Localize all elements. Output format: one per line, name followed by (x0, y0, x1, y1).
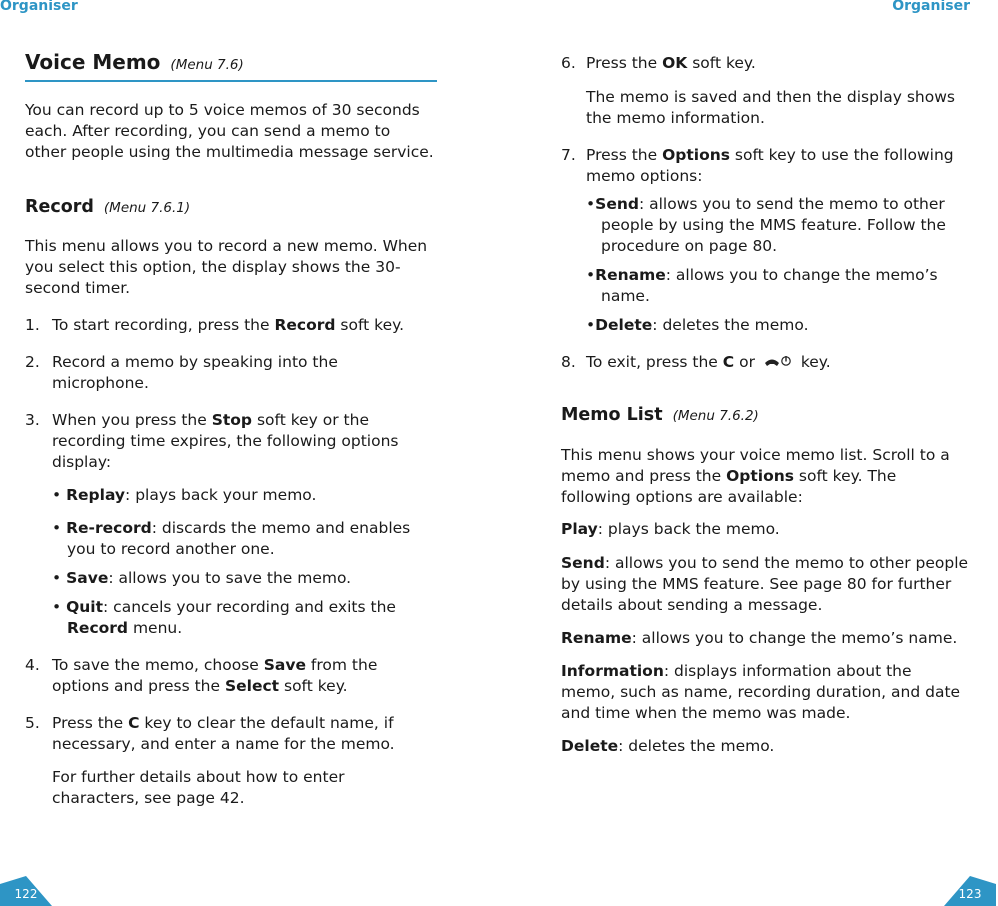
step-4-text: options and press the Select soft key. (52, 677, 348, 695)
step-number: 2. (25, 353, 40, 371)
running-header-right: Organiser (892, 0, 970, 14)
record-desc-line: second timer. (25, 279, 131, 297)
page-number: 123 (958, 887, 982, 901)
step-number: 6. (561, 54, 576, 72)
option-send-cont: details about sending a message. (561, 596, 823, 614)
record-desc-line: you select this option, the display shows the 30- (25, 258, 401, 276)
bullet-quit-cont: Record menu. (67, 619, 183, 637)
step-7-text: memo options: (586, 167, 703, 185)
bullet-send-cont: procedure on page 80. (601, 237, 778, 255)
intro-line: each. After recording, you can send a memo to (25, 122, 391, 140)
intro-line: You can record up to 5 voice memos of 30 seconds (25, 101, 420, 119)
subsection-title-memo-list: Memo List (Menu 7.6.2) (561, 405, 759, 425)
bullet-rename-cont: name. (601, 287, 650, 305)
running-header-left: Organiser (0, 0, 78, 14)
step-6-note: The memo is saved and then the display shows (586, 88, 955, 106)
step-2-text: Record a memo by speaking into the (52, 353, 338, 371)
step-3-text: recording time expires, the following options (52, 432, 399, 450)
note-text: characters, see page 42. (52, 789, 245, 807)
step-3-text: display: (52, 453, 112, 471)
step-5-text: Press the C key to clear the default name, if (52, 714, 394, 732)
bullet-re-record: • Re-record: discards the memo and enables (52, 519, 411, 537)
step-number: 1. (25, 316, 40, 334)
bullet-replay: • Replay: plays back your memo. (52, 486, 317, 504)
subsection-title-record: Record (Menu 7.6.1) (25, 197, 191, 217)
step-7-text: Press the Options soft key to use the following (586, 146, 954, 164)
bullet-delete: •Delete: deletes the memo. (586, 316, 809, 334)
option-send-cont: by using the MMS feature. See page 80 for further (561, 575, 952, 593)
step-8-text: To exit, press the C or key. (586, 352, 831, 376)
bullet-save: • Save: allows you to save the memo. (52, 569, 352, 587)
memo-list-desc: memo and press the Options soft key. The (561, 467, 897, 485)
note-text: For further details about how to enter (52, 768, 345, 786)
intro-line: other people using the multimedia message service. (25, 143, 434, 161)
title-underline (25, 80, 437, 82)
record-desc-line: This menu allows you to record a new memo. When (25, 237, 428, 255)
option-delete: Delete: deletes the memo. (561, 737, 775, 755)
option-information-cont: and time when the memo was made. (561, 704, 851, 722)
step-number: 8. (561, 353, 576, 371)
section-title-voice-memo: Voice Memo (Menu 7.6) (25, 50, 244, 74)
step-4-text: To save the memo, choose Save from the (52, 656, 378, 674)
option-send: Send: allows you to send the memo to other people (561, 554, 969, 572)
step-number: 7. (561, 146, 576, 164)
step-number: 4. (25, 656, 40, 674)
option-information: Information: displays information about the (561, 662, 912, 680)
bullet-quit: • Quit: cancels your recording and exits the (52, 598, 396, 616)
step-1-text: To start recording, press the Record soft key. (52, 316, 405, 334)
page-number: 122 (14, 887, 38, 901)
option-rename: Rename: allows you to change the memo’s name. (561, 629, 958, 647)
step-5-text: necessary, and enter a name for the memo. (52, 735, 395, 753)
page-number-tab-right (944, 876, 996, 906)
bullet-send-cont: people by using the MMS feature. Follow the (601, 216, 946, 234)
step-6-note: the memo information. (586, 109, 765, 127)
step-6-text: Press the OK soft key. (586, 54, 756, 72)
step-2-text: microphone. (52, 374, 149, 392)
bullet-rename: •Rename: allows you to change the memo’s (586, 266, 938, 284)
bullet-re-record-cont: you to record another one. (67, 540, 275, 558)
page-number-tab-left (0, 876, 52, 906)
end-call-power-icon (763, 354, 793, 376)
memo-list-desc: following options are available: (561, 488, 803, 506)
option-information-cont: memo, such as name, recording duration, and date (561, 683, 961, 701)
memo-list-desc: This menu shows your voice memo list. Scroll to a (561, 446, 950, 464)
bullet-send: •Send: allows you to send the memo to other (586, 195, 945, 213)
step-3-text: When you press the Stop soft key or the (52, 411, 369, 429)
step-number: 5. (25, 714, 40, 732)
option-play: Play: plays back the memo. (561, 520, 780, 538)
step-number: 3. (25, 411, 40, 429)
